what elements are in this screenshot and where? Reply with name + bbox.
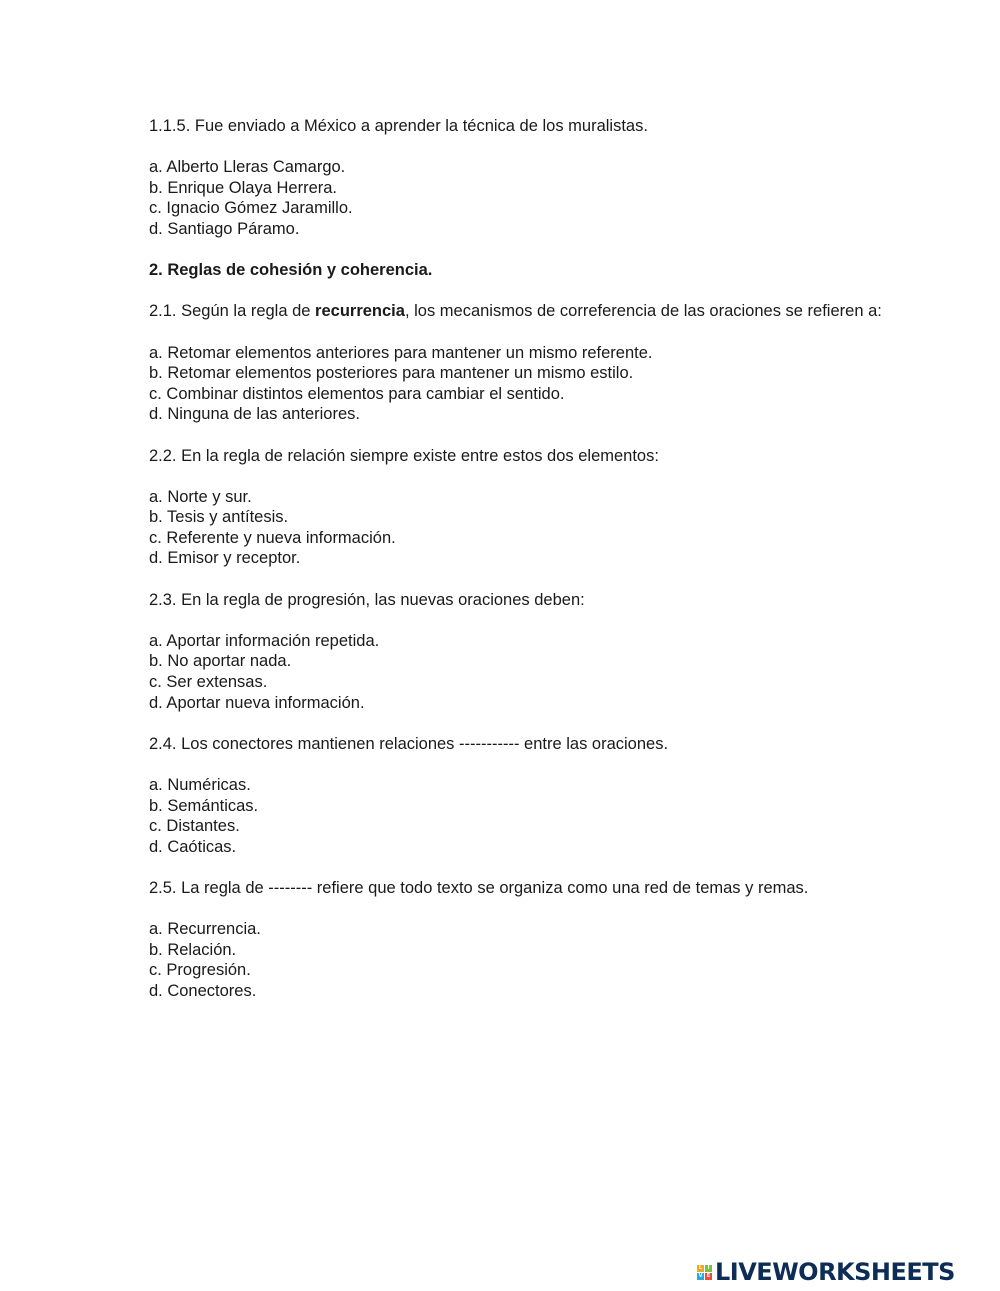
option-2-5-a: a. Recurrencia. [149, 920, 261, 939]
option-2-2-a: a. Norte y sur. [149, 487, 252, 506]
liveworksheets-logo-icon [697, 1265, 712, 1280]
option-1-1-5-b: b. Enrique Olaya Herrera. [149, 178, 338, 197]
option-1-1-5-a: a. Alberto Lleras Camargo. [149, 158, 346, 177]
question-2-1-suffix: , los mecanismos de correferencia de las oraciones se refieren a: [404, 302, 882, 321]
question-2-4: 2.4. Los conectores mantienen relaciones ----------- entre las oraciones. [149, 734, 669, 753]
option-2-1-c: c. Combinar distintos elementos para cambiar el sentido. [149, 384, 565, 403]
option-2-3-d: d. Aportar nueva información. [149, 693, 365, 712]
question-2-3: 2.3. En la regla de progresión, las nuevas oraciones deben: [149, 590, 585, 609]
option-2-1-b: b. Retomar elementos posteriores para mantener un mismo estilo. [149, 364, 634, 383]
logo-mark-cell: I [705, 1265, 712, 1272]
option-1-1-5-c: c. Ignacio Gómez Jaramillo. [149, 199, 353, 218]
option-2-2-b: b. Tesis y antítesis. [149, 508, 289, 527]
worksheet-page [149, 116, 889, 1002]
option-2-4-d: d. Caóticas. [149, 837, 237, 856]
section-2-title: 2. Reglas de cohesión y coherencia. [149, 261, 433, 280]
option-2-5-c: c. Progresión. [149, 961, 251, 980]
question-2-5: 2.5. La regla de -------- refiere que todo texto se organiza como una red de temas y remas. [149, 878, 809, 897]
option-2-4-b: b. Semánticas. [149, 796, 259, 815]
logo-text: LIVEWORKSHEETS [715, 1258, 955, 1286]
option-2-1-d: d. Ninguna de las anteriores. [149, 405, 360, 424]
option-2-5-b: b. Relación. [149, 940, 237, 959]
logo-mark-cell: L [698, 1264, 703, 1271]
option-2-3-c: c. Ser extensas. [149, 673, 268, 692]
option-2-3-b: b. No aportar nada. [149, 652, 292, 671]
question-2-1-prefix: 2.1. Según la regla de [149, 302, 316, 321]
option-2-1-a: a. Retomar elementos anteriores para mantener un mismo referente. [149, 343, 653, 362]
logo-mark-cell: V [698, 1272, 703, 1279]
question-2-2: 2.2. En la regla de relación siempre existe entre estos dos elementos: [149, 446, 659, 465]
option-2-4-c: c. Distantes. [149, 817, 240, 836]
logo-mark-cell: E [706, 1272, 711, 1279]
option-1-1-5-d: d. Santiago Páramo. [149, 219, 300, 238]
liveworksheets-logo [697, 1257, 955, 1287]
option-2-3-a: a. Aportar información repetida. [149, 631, 380, 650]
option-2-2-c: c. Referente y nueva información. [149, 528, 396, 547]
question-2-1 [149, 301, 889, 322]
question-2-1-keyword: recurrencia [315, 302, 405, 321]
option-2-2-d: d. Emisor y receptor. [149, 549, 301, 568]
option-2-5-d: d. Conectores. [149, 981, 257, 1000]
option-2-4-a: a. Numéricas. [149, 776, 251, 794]
question-1-1-5: 1.1.5. Fue enviado a México a aprender la técnica de los muralistas. [149, 117, 648, 135]
